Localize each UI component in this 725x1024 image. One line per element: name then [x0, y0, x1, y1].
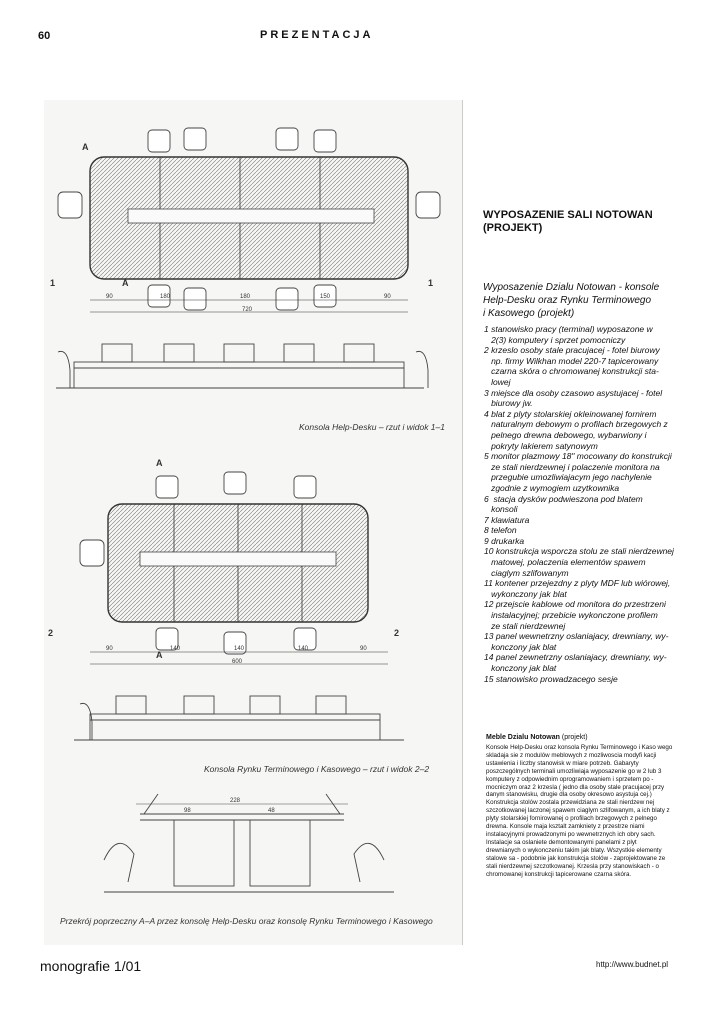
- section-heading-line: (PROJEKT): [483, 222, 543, 234]
- equipment-list-item: pelnego drewna debowego, wybarwiony i: [484, 429, 647, 440]
- section-a-a: [104, 794, 394, 892]
- dimension-label: 90: [106, 646, 113, 652]
- dimension-label: 90: [360, 646, 367, 652]
- list-title-line: Help-Desku oraz Rynku Terminowego: [483, 295, 652, 306]
- equipment-list-item: wykonczony jak blat: [484, 588, 567, 599]
- description-heading-sub: (projekt): [561, 734, 588, 741]
- section-dimension: 98: [184, 808, 191, 814]
- svg-text:2: 2: [394, 628, 400, 638]
- list-title-line: i Kasowego (projekt): [483, 308, 575, 319]
- equipment-list-item: 4 blat z plyty stolarskiej okleinowanej fornirem: [484, 408, 657, 419]
- svg-text:A: A: [122, 278, 129, 288]
- equipment-list-item: 3 miejsce dla osoby czasowo asystujacej - fotel: [484, 387, 663, 398]
- description-heading-text: Meble Dzialu Notowan: [486, 734, 560, 741]
- equipment-list-item: 5 monitor plazmowy 18" mocowany do konstrukcji: [484, 451, 672, 462]
- plan-trading-desk: [48, 458, 399, 665]
- equipment-list-item: 15 stanowisko prowadzacego sesje: [484, 673, 618, 684]
- description-heading: [486, 734, 588, 741]
- description-line: drewna. Konsole maja ksztalt zamkniety z przestrze niami: [486, 823, 645, 831]
- equipment-list-item: ze stali nierdzewnej i polaczenie monitora na: [484, 461, 660, 472]
- equipment-list-item: 9 drukarka: [484, 535, 525, 546]
- description-line: stali nierdzewnej szczotkowanej. Krzesla przy stanowiskach - o: [486, 862, 659, 870]
- equipment-list-item: 14 panel zewnetrzny oslaniajacy, drewniany, wy-: [484, 652, 667, 663]
- svg-text:1: 1: [50, 278, 56, 288]
- dimension-label: 140: [298, 646, 309, 652]
- svg-text:A: A: [156, 458, 163, 468]
- equipment-list-item: biurowy jw.: [484, 398, 533, 409]
- footer-publication: monografie 1/01: [40, 958, 142, 974]
- equipment-list-item: konsoli: [484, 504, 518, 515]
- equipment-list-item: czarna skóra o chromowanej konstrukcji sta-: [484, 366, 659, 377]
- equipment-list-item: 13 panel wewnetrzny oslaniajacy, drewniany, wy-: [484, 631, 669, 642]
- plan-help-desk: [50, 128, 440, 313]
- footer-url[interactable]: http://www.budnet.pl: [596, 960, 669, 969]
- description-line: poszczególnych terminali umozliwiaja wyposazenie go w 2 lub 3: [486, 767, 662, 775]
- description-line: Konsole Help-Desku oraz konsola Rynku Terminowego i Kaso wego: [486, 744, 673, 751]
- equipment-list-item: 12 przejscie kablowe od monitora do przestrzeni: [484, 599, 666, 610]
- equipment-list-item: 2 krzeslo osoby stale pracujacej - fotel biurowy: [484, 345, 660, 356]
- caption-trading-desk: Konsola Rynku Terminowego i Kasowego – rzut i widok 2–2: [204, 764, 430, 774]
- equipment-list-item: np. firmy Wilkhan model 220-7 tapicerowany: [484, 355, 659, 366]
- dimension-label: 90: [106, 294, 113, 300]
- svg-text:1: 1: [428, 278, 434, 288]
- dimension-label: 140: [170, 646, 181, 652]
- description-line: mocniczym oraz 2 krzesla ( jedno dla osoby stale pracujacej przy: [486, 783, 665, 791]
- description-line: szczotkowanej laczonej spawem ciaglym szlifowanym, a ich blaty z: [486, 807, 670, 815]
- section-dimension: 228: [230, 798, 241, 804]
- svg-text:A: A: [156, 650, 163, 660]
- description-line: ustawienia i liczby stanowisk w miare potrzeb. Gabaryty: [486, 759, 639, 767]
- equipment-list: [484, 324, 688, 684]
- list-title-line: Wyposazenie Dzialu Notowan - konsole: [483, 282, 660, 293]
- description-line: instalacyjnymi prowadzonymi po wewnetrznych ich obry sach.: [486, 830, 656, 838]
- caption-section: Przekrój poprzeczny A–A przez konsolę Help-Desku oraz konsolę Rynku Terminowego i Kasowego: [60, 916, 433, 926]
- dimension-label: 90: [384, 294, 391, 300]
- svg-text:2: 2: [48, 628, 54, 638]
- equipment-list-item: 7 klawiatura: [484, 514, 530, 525]
- list-title: [483, 281, 693, 320]
- equipment-list-item: matowej, polaczenia elementów spawem: [484, 557, 646, 568]
- dimension-total: 600: [232, 659, 243, 665]
- section-dimension: 48: [268, 808, 275, 814]
- equipment-list-item: pokryty lakierem satynowym: [484, 440, 598, 451]
- description-line: Konstrukcja stolów zostala przewidziana ze stali nierdzew nej: [486, 799, 655, 807]
- equipment-list-item: przegubie umozliwiajacym jego nachylenie: [484, 472, 652, 483]
- description-line: chromowanej konstrukcji tapicerowane czarna skóra.: [486, 870, 632, 878]
- equipment-list-item: ze stali nierdzewnej: [484, 620, 566, 631]
- dimension-total: 720: [242, 307, 253, 313]
- description-body: [486, 744, 684, 878]
- caption-help-desk: Konsola Help-Desku – rzut i widok 1–1: [299, 422, 445, 432]
- equipment-list-item: lowej: [484, 376, 511, 387]
- elevation-help-desk: [56, 344, 428, 388]
- dimension-label: 150: [320, 294, 331, 300]
- page-header-title: PREZENTACJA: [260, 29, 374, 41]
- description-line: Instalacje sa oslaniete demontowanymi panelami z plyt: [486, 838, 637, 846]
- technical-drawing-panel: [44, 100, 463, 945]
- equipment-list-item: 1 stanowisko pracy (terminal) wyposazone w: [484, 324, 653, 334]
- equipment-list-item: zgodnie z wymogiem uzytkownika: [484, 482, 620, 493]
- svg-text:A: A: [82, 142, 89, 152]
- equipment-list-item: instalacyjnej; przebicie wykonczone profilem: [484, 610, 658, 621]
- equipment-list-item: ciaglym szlifowanym: [484, 567, 569, 578]
- section-heading: [483, 209, 653, 235]
- equipment-list-item: 6 stacja dysków podwieszona pod blatem: [484, 493, 643, 504]
- dimension-label: 180: [240, 294, 251, 300]
- equipment-list-item: naturalnym debowym o profilach brzegowych z: [484, 419, 668, 430]
- elevation-trading-desk: [74, 696, 404, 740]
- section-heading-line: WYPOSAZENIE SALI NOTOWAN: [483, 209, 653, 221]
- page-number: 60: [38, 30, 51, 42]
- description-line: stalowe sa - podobnie jak konstrukcja stolów - zaprojektowane ze: [486, 854, 666, 862]
- description-line: skladaja sie z modulów meblowych z mozliwoscia modyfi kacji: [486, 751, 657, 759]
- equipment-list-item: 2(3) komputery i sprzet pomocniczy: [484, 334, 626, 345]
- equipment-list-item: 10 konstrukcja wsporcza stolu ze stali nierdzewnej: [484, 546, 674, 557]
- equipment-list-item: konczony jak blat: [484, 663, 557, 673]
- equipment-list-item: 11 kontener przejezdny z plyty MDF lub wiórowej,: [484, 578, 671, 589]
- description-line: drewnianych o wykonczeniu takim jak blaty. Wszystkie elementy: [486, 846, 662, 854]
- description-line: danym stanowisku, drugie dla osoby okresowo asystuja cej.): [486, 791, 652, 799]
- dimension-label: 180: [160, 294, 171, 300]
- dimension-label: 140: [234, 646, 245, 652]
- description-line: plyty stolarskiej fornirowanej o profilach brzegowych z pelnego: [486, 815, 657, 823]
- drawing-svg: [44, 100, 462, 945]
- description-line: komputery z odpowiednim oprogramowaniem i sprzetem po -: [486, 775, 654, 783]
- equipment-list-item: 8 telefon: [484, 525, 517, 536]
- equipment-list-item: konczony jak blat: [484, 641, 557, 652]
